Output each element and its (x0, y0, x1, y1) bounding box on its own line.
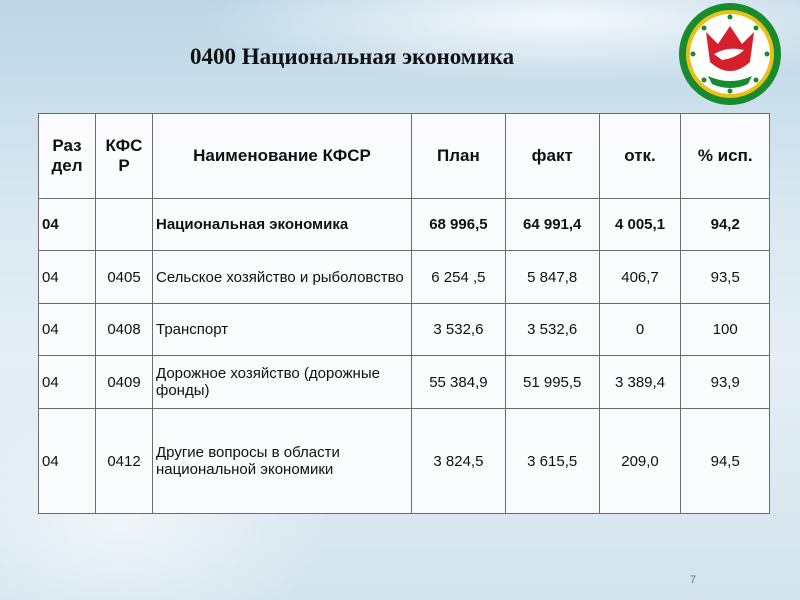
header-name: Наименование КФСР (153, 114, 412, 199)
table-row (39, 199, 770, 251)
page-title: 0400 Национальная экономика (190, 44, 515, 69)
cell-isp: 93,9 (681, 356, 770, 409)
header-otk: отк. (599, 114, 681, 199)
table-row (39, 251, 770, 304)
cell-razdel: 04 (39, 199, 96, 251)
table-row (39, 304, 770, 356)
tatarstan-emblem-icon (678, 2, 782, 106)
cell-fakt: 3 532,6 (505, 304, 599, 356)
header-isp: % исп. (681, 114, 770, 199)
cell-plan: 68 996,5 (412, 199, 506, 251)
cell-name: Дорожное хозяйство (дорожные фонды) (153, 356, 412, 409)
cell-isp: 94,5 (681, 409, 770, 514)
cell-isp: 93,5 (681, 251, 770, 304)
cell-name: Другие вопросы в области национальной экономики (153, 409, 412, 514)
table-row (39, 356, 770, 409)
budget-table (38, 113, 770, 514)
cell-razdel: 04 (39, 356, 96, 409)
cell-otk: 3 389,4 (599, 356, 681, 409)
cell-kfsr: 0412 (96, 409, 153, 514)
cell-razdel: 04 (39, 304, 96, 356)
header-razdel: Раз дел (39, 114, 96, 199)
cell-kfsr: 0409 (96, 356, 153, 409)
cell-plan: 55 384,9 (412, 356, 506, 409)
header-kfsr: КФС Р (96, 114, 153, 199)
cell-otk: 0 (599, 304, 681, 356)
cell-kfsr: 0405 (96, 251, 153, 304)
cell-isp: 100 (681, 304, 770, 356)
cell-name: Сельское хозяйство и рыболовство (153, 251, 412, 304)
cell-name: Транспорт (153, 304, 412, 356)
page-number: 7 (690, 574, 697, 586)
cell-kfsr: 0408 (96, 304, 153, 356)
table-row (39, 409, 770, 514)
cell-plan: 3 532,6 (412, 304, 506, 356)
cell-otk: 406,7 (599, 251, 681, 304)
cell-otk: 209,0 (599, 409, 681, 514)
cell-plan: 3 824,5 (412, 409, 506, 514)
header-fakt: факт (505, 114, 599, 199)
cell-fakt: 64 991,4 (505, 199, 599, 251)
cell-name: Национальная экономика (153, 199, 412, 251)
cell-isp: 94,2 (681, 199, 770, 251)
cell-fakt: 51 995,5 (505, 356, 599, 409)
cell-razdel: 04 (39, 409, 96, 514)
table-header-row (39, 114, 770, 199)
cell-fakt: 3 615,5 (505, 409, 599, 514)
cell-razdel: 04 (39, 251, 96, 304)
cell-otk: 4 005,1 (599, 199, 681, 251)
cell-fakt: 5 847,8 (505, 251, 599, 304)
cell-plan: 6 254 ,5 (412, 251, 506, 304)
cell-kfsr (96, 199, 153, 251)
header-plan: План (412, 114, 506, 199)
